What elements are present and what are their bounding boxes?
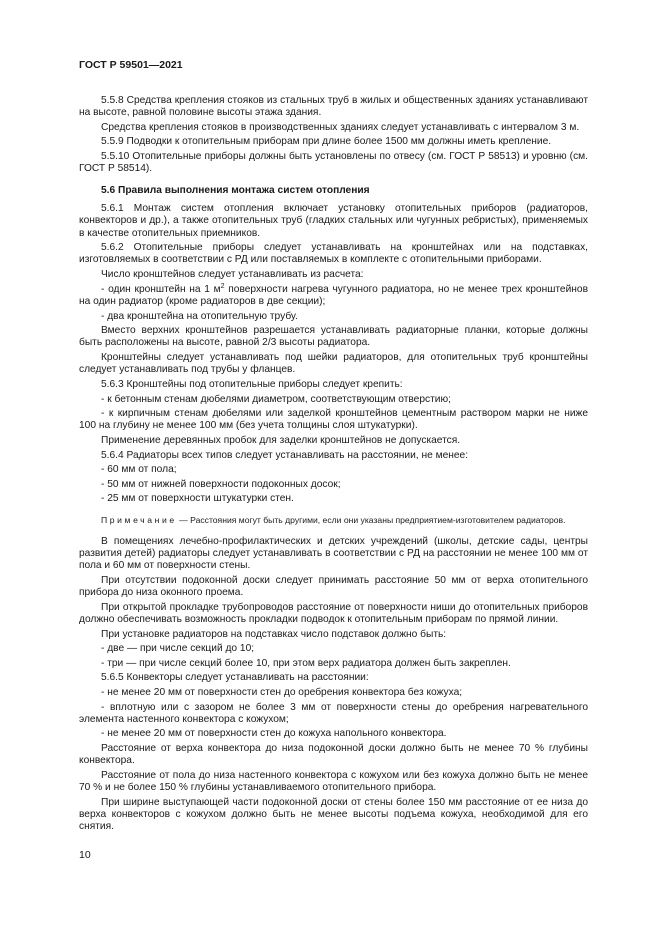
paragraph: При отсутствии подоконной доски следует принимать расстояние 50 мм от верха отопительного прибора до низа оконного проема. (79, 574, 588, 599)
list-item: - к кирпичным стенам дюбелями или заделкой кронштейнов цементным раствором марки не ниже 100 на глубину не менее 100 мм (без учета толщины слоя штукатурки). (79, 408, 588, 432)
list-item: - к бетонным стенам дюбелями диаметром, соответствующим отверстию; (101, 393, 451, 405)
paragraph: 5.6.1 Монтаж систем отопления включает установку отопительных приборов (радиаторов, конвекторов и др.), а также отопительных труб (гладких стальных или чугунных ребристых), применяемых в качестве отопительных приемников. (79, 202, 588, 239)
list-item: - три — при числе секций более 10, при этом верх радиатора должен быть закреплен. (101, 657, 511, 669)
paragraph: При открытой прокладке трубопроводов расстояние от поверхности ниши до отопительных приборов должно обеспечивать возможность прокладки подводок к отопительным приборам по прямой линии. (79, 601, 588, 626)
paragraph: Число кронштейнов следует устанавливать из расчета: (101, 269, 364, 281)
list-item: - вплотную или с зазором не более 3 мм от поверхности стены до оребрения нагревательного элемента настенного конвектора с кожухом; (79, 701, 588, 725)
paragraph: Расстояние от верха конвектора до низа подоконной доски должно быть не менее 70 % глубины конвектора. (79, 743, 588, 767)
list-item-text: - один кронштейн на 1 м (101, 283, 221, 295)
list-item: - 50 мм от нижней поверхности подоконных досок; (101, 478, 341, 490)
paragraph: 5.6.4 Радиаторы всех типов следует устанавливать на расстоянии, не менее: (101, 449, 469, 461)
superscript: 2 (220, 282, 225, 290)
paragraph: Расстояние от пола до низа настенного конвектора с кожухом или без кожуха должно быть не менее 70 % и не более 150 % глубины устанавливаемого отопительного прибора. (79, 769, 588, 794)
note-text: — Расстояния могут быть другими, если они указаны предприятием-изготовителем радиаторов. (176, 514, 566, 525)
page-number: 10 (79, 849, 91, 861)
list-item: - два кронштейна на отопительную трубу. (101, 310, 298, 322)
list-item: - 25 мм от поверхности штукатурки стен. (101, 493, 294, 505)
paragraph: 5.6.3 Кронштейны под отопительные приборы следует крепить: (101, 378, 403, 390)
paragraph: Средства крепления стояков в производственных зданиях следует устанавливать с интервалом 3 м. (101, 121, 580, 133)
document-body (79, 95, 588, 836)
paragraph: 5.5.9 Подводки к отопительным приборам при длине более 1500 мм должны иметь крепление. (101, 136, 552, 148)
paragraph: Применение деревянных пробок для заделки кронштейнов не допускается. (101, 434, 461, 446)
list-item: - не менее 20 мм от поверхности стен до оребрения конвектора без кожуха; (101, 687, 463, 698)
paragraph: При установке радиаторов на подставках число подставок должно быть: (101, 628, 447, 640)
paragraph: Вместо верхних кронштейнов разрешается устанавливать радиаторные планки, которые должны быть расположены на высоте, равной 2/3 высоты радиатора. (79, 325, 588, 349)
list-item: - не менее 20 мм от поверхности стен до кожуха напольного конвектора. (101, 728, 447, 740)
section-title: 5.6 Правила выполнения монтажа систем отопления (101, 184, 370, 196)
paragraph: Кронштейны следует устанавливать под шейки радиаторов, для отопительных труб кронштейны следует устанавливать под трубы у фланцев. (79, 352, 588, 376)
standard-header: ГОСТ Р 59501—2021 (79, 59, 183, 71)
note-label: Примечание (101, 514, 177, 525)
paragraph: 5.6.5 Конвекторы следует устанавливать на расстоянии: (101, 672, 369, 684)
list-item (79, 284, 588, 309)
paragraph: В помещениях лечебно-профилактических и детских учреждений (школы, детские сады, центры развития детей) радиаторы следует устанавливать в соответствии с РД на расстоянии не менее 100 мм от пола и 60 мм от поверхности стены. (79, 535, 588, 572)
list-item: - 60 мм от пола; (101, 464, 177, 476)
list-item-text: поверхности нагрева чугунного радиатора, но не менее трех кронштейнов на один радиатор (кроме радиаторов в две секции); (79, 283, 588, 307)
paragraph: 5.6.2 Отопительные приборы следует устанавливать на кронштейнах или на подставках, изготовляемых в соответствии с РД или поставляемых в комплекте с отопительными приборами. (79, 242, 588, 266)
note (79, 515, 588, 526)
paragraph: 5.5.8 Средства крепления стояков из стальных труб в жилых и общественных зданиях устанавливают на высоте, равной половине высоты этажа здания. (79, 95, 588, 119)
list-item: - две — при числе секций до 10; (101, 643, 255, 655)
paragraph: При ширине выступающей части подоконной доски от стены более 150 мм расстояние от ее низа до верха конвекторов с кожухом должно быть не менее высоты подъема кожуха, необходимой для его снятия. (79, 796, 588, 833)
paragraph: 5.5.10 Отопительные приборы должны быть установлены по отвесу (см. ГОСТ Р 58513) и уровню (см. ГОСТ Р 58514). (79, 151, 588, 175)
